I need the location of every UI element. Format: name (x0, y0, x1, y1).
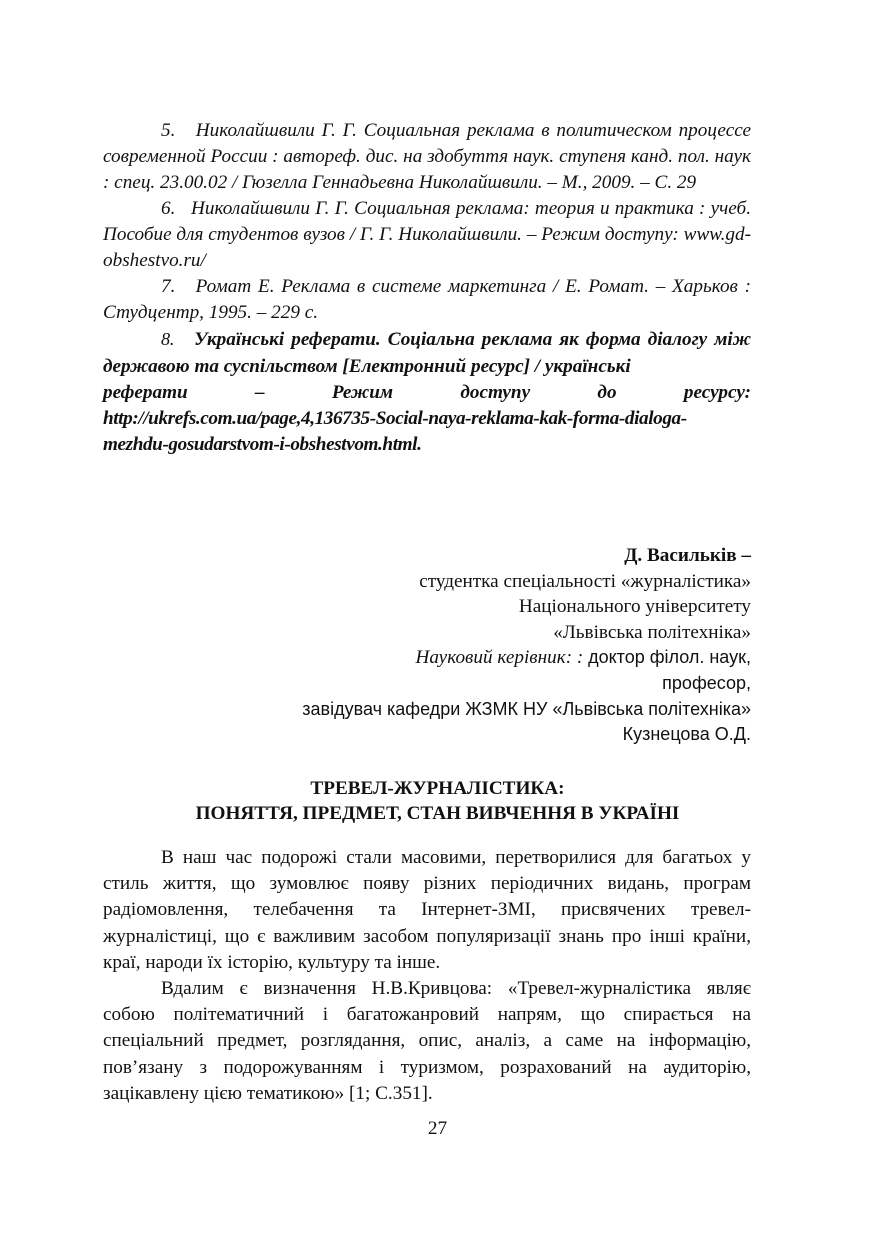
title-line: ПОНЯТТЯ, ПРЕДМЕТ, СТАН ВИВЧЕННЯ В УКРАЇНІ (195, 803, 680, 824)
page-number: 27 (427, 1118, 448, 1139)
reference-text: Українські реферати. Соціальна реклама як форма діалогу між державою та суспільством [Електронний ресурс] / українські (103, 329, 751, 377)
author-affiliation: студентка спеціальності «журналістика» (419, 570, 751, 592)
author-affiliation: Національного університету (518, 596, 751, 618)
title-line: ТРЕВЕЛ-ЖУРНАЛІСТИКА: (310, 778, 565, 799)
body-paragraph: Вдалим є визначення Н.В.Кривцова: «Тревел-журналістика являє собою політематичний і багатожанровий напрям, що спирається на спеціальний предмет, розглядання, опис, аналіз, а саме на інформацію, пов’язану з подорожуванням і туризмом, розрахований на аудиторію, зацікавлену цією тематикою» [1; С.351]. (103, 978, 751, 1104)
reference-number: 7. (161, 276, 176, 297)
reference-number: 8. (161, 329, 175, 349)
author-name: Д. Васильків – (624, 545, 751, 566)
reference-number: 5. (161, 120, 176, 141)
reference-list (103, 118, 751, 458)
reference-text: Ромат Е. Реклама в системе маркетинга / Е. Ромат. – Харьков : Студцентр, 1995. – 229 с. (103, 276, 751, 323)
advisor-title: професор, (662, 672, 751, 693)
advisor-line (302, 645, 751, 671)
reference-item (103, 196, 751, 274)
advisor-degree: доктор філол. наук, (588, 647, 751, 668)
author-block (302, 543, 751, 748)
reference-item-web (103, 326, 751, 458)
article-body (103, 845, 751, 1107)
advisor-position: завідувач кафедри ЖЗМК НУ «Львівська політехніка» (302, 698, 751, 719)
advisor-name: Кузнецова О.Д. (622, 724, 751, 745)
article-title (0, 776, 875, 826)
reference-number: 6. (161, 198, 176, 219)
reference-text: Николайшвили Г. Г. Социальная реклама: теория и практика : учеб. Пособие для студентов вузов / Г. Г. Николайшвили. – Режим доступу: www.gd-obshestvo.ru/ (103, 198, 751, 271)
reference-text: Николайшвили Г. Г. Социальная реклама в политическом процессе современной России : автореф. дис. на здобуття наук. ступеня канд. пол. наук : спец. 23.00.02 / Гюзелла Геннадьевна Николайшвили. – М., 2009. – С. 29 (103, 120, 751, 193)
body-paragraph: В наш час подорожі стали масовими, перетворилися для багатьох у стиль життя, що зумовлює появу різних періодичних видань, програм радіомовлення, телебачення та Інтернет-ЗМІ, присвячених тревел-журналістиці, що є важливим засобом популяризації знань про інші країни, краї, народи їх історію, культуру та інше. (103, 847, 751, 973)
advisor-label: Науковий керівник: : (415, 647, 584, 669)
author-affiliation: «Львівська політехніка» (553, 621, 751, 643)
reference-item (103, 118, 751, 196)
reference-text: реферати – Режим доступу до ресурсу: (103, 382, 751, 403)
reference-url: http://ukrefs.com.ua/page,4,136735-Social-naya-reklama-kak-forma-dialoga-mezhdu-gosudarstvom-i-obshestvom.html. (103, 408, 687, 455)
reference-item (103, 274, 751, 326)
